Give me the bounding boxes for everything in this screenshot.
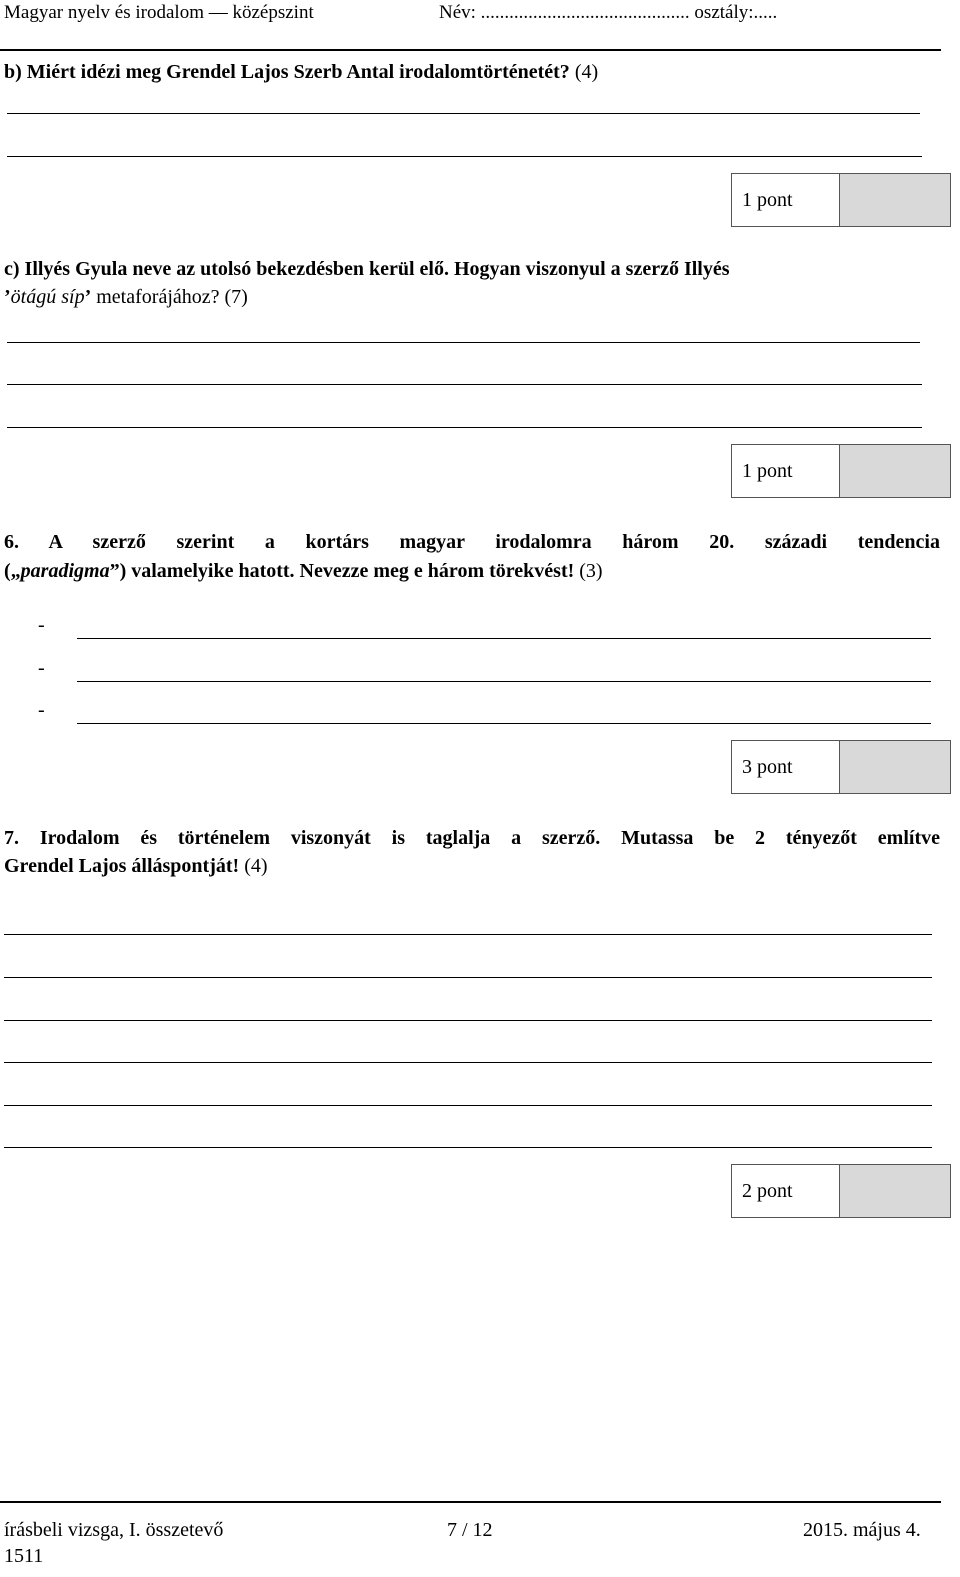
answer-line[interactable]: [4, 1020, 932, 1021]
question-7-line2: [4, 852, 268, 880]
question-c-quote-open: ’: [4, 286, 11, 308]
score-label: 1 pont: [732, 445, 840, 497]
question-7-text: Grendel Lajos álláspontját!: [4, 855, 240, 877]
question-6-rest: valamelyike hatott. Nevezze meg e három törekvést!: [126, 560, 575, 582]
footer-rule: [0, 1501, 941, 1503]
score-cell: [840, 741, 950, 793]
answer-line[interactable]: [77, 723, 931, 724]
footer-exam-label: írásbeli vizsga, I. összetevő: [4, 1519, 224, 1541]
score-label: 3 pont: [732, 741, 840, 793]
question-c: [4, 255, 730, 311]
question-6-paradigm: paradigma: [20, 560, 110, 582]
question-b: [4, 58, 598, 86]
score-cell: [840, 1165, 950, 1217]
answer-line[interactable]: [4, 1062, 932, 1063]
score-box: [731, 740, 951, 794]
answer-line[interactable]: [7, 156, 922, 157]
answer-line[interactable]: [4, 1105, 932, 1106]
header-subject: Magyar nyelv és irodalom — középszint: [4, 2, 314, 23]
answer-line[interactable]: [77, 681, 931, 682]
score-cell: [840, 174, 950, 226]
list-dash: -: [38, 614, 45, 636]
question-c-quote-close: ’: [84, 286, 92, 308]
question-c-text: c) Illyés Gyula neve az utolsó bekezdésben kerül elő. Hogyan viszonyul a szerző Illyés: [4, 258, 730, 280]
score-box: [731, 444, 951, 498]
question-7-points: (4): [244, 855, 268, 877]
header-rule: [0, 49, 941, 51]
question-6-paren-close: ”): [109, 560, 127, 582]
header-name-field: Név: ............................................ osztály:.....: [439, 2, 778, 23]
answer-line[interactable]: [7, 342, 920, 343]
score-cell: [840, 445, 950, 497]
question-c-points: (7): [224, 286, 248, 308]
question-6-line1: 6. A szerző szerint a kortárs magyar irodalomra három 20. századi tendencia: [4, 531, 940, 553]
footer-code: 1511: [4, 1545, 44, 1567]
question-7-line1: 7. Irodalom és történelem viszonyát is taglalja a szerző. Mutassa be 2 tényezőt említve: [4, 827, 940, 849]
answer-line[interactable]: [4, 934, 932, 935]
answer-line[interactable]: [7, 427, 922, 428]
question-c-quote-text: ötágú síp: [10, 286, 85, 308]
score-label: 1 pont: [732, 174, 840, 226]
page-number: 7 / 12: [447, 1519, 493, 1541]
question-b-points: (4): [574, 61, 599, 83]
answer-line[interactable]: [4, 1147, 932, 1148]
question-6-line2: [4, 557, 603, 585]
question-6-points: (3): [579, 560, 603, 582]
question-c-rest: metaforájához?: [91, 286, 220, 308]
answer-line[interactable]: [7, 113, 920, 114]
answer-line[interactable]: [4, 977, 932, 978]
list-dash: -: [38, 657, 45, 679]
answer-line[interactable]: [7, 384, 922, 385]
score-box: [731, 1164, 951, 1218]
list-dash: -: [38, 699, 45, 721]
answer-line[interactable]: [77, 638, 931, 639]
score-label: 2 pont: [732, 1165, 840, 1217]
question-b-text: b) Miért idézi meg Grendel Lajos Szerb Antal irodalomtörténetét?: [4, 61, 570, 83]
question-6-paren-open: („: [4, 560, 21, 582]
footer-date: 2015. május 4.: [803, 1519, 921, 1541]
score-box: [731, 173, 951, 227]
